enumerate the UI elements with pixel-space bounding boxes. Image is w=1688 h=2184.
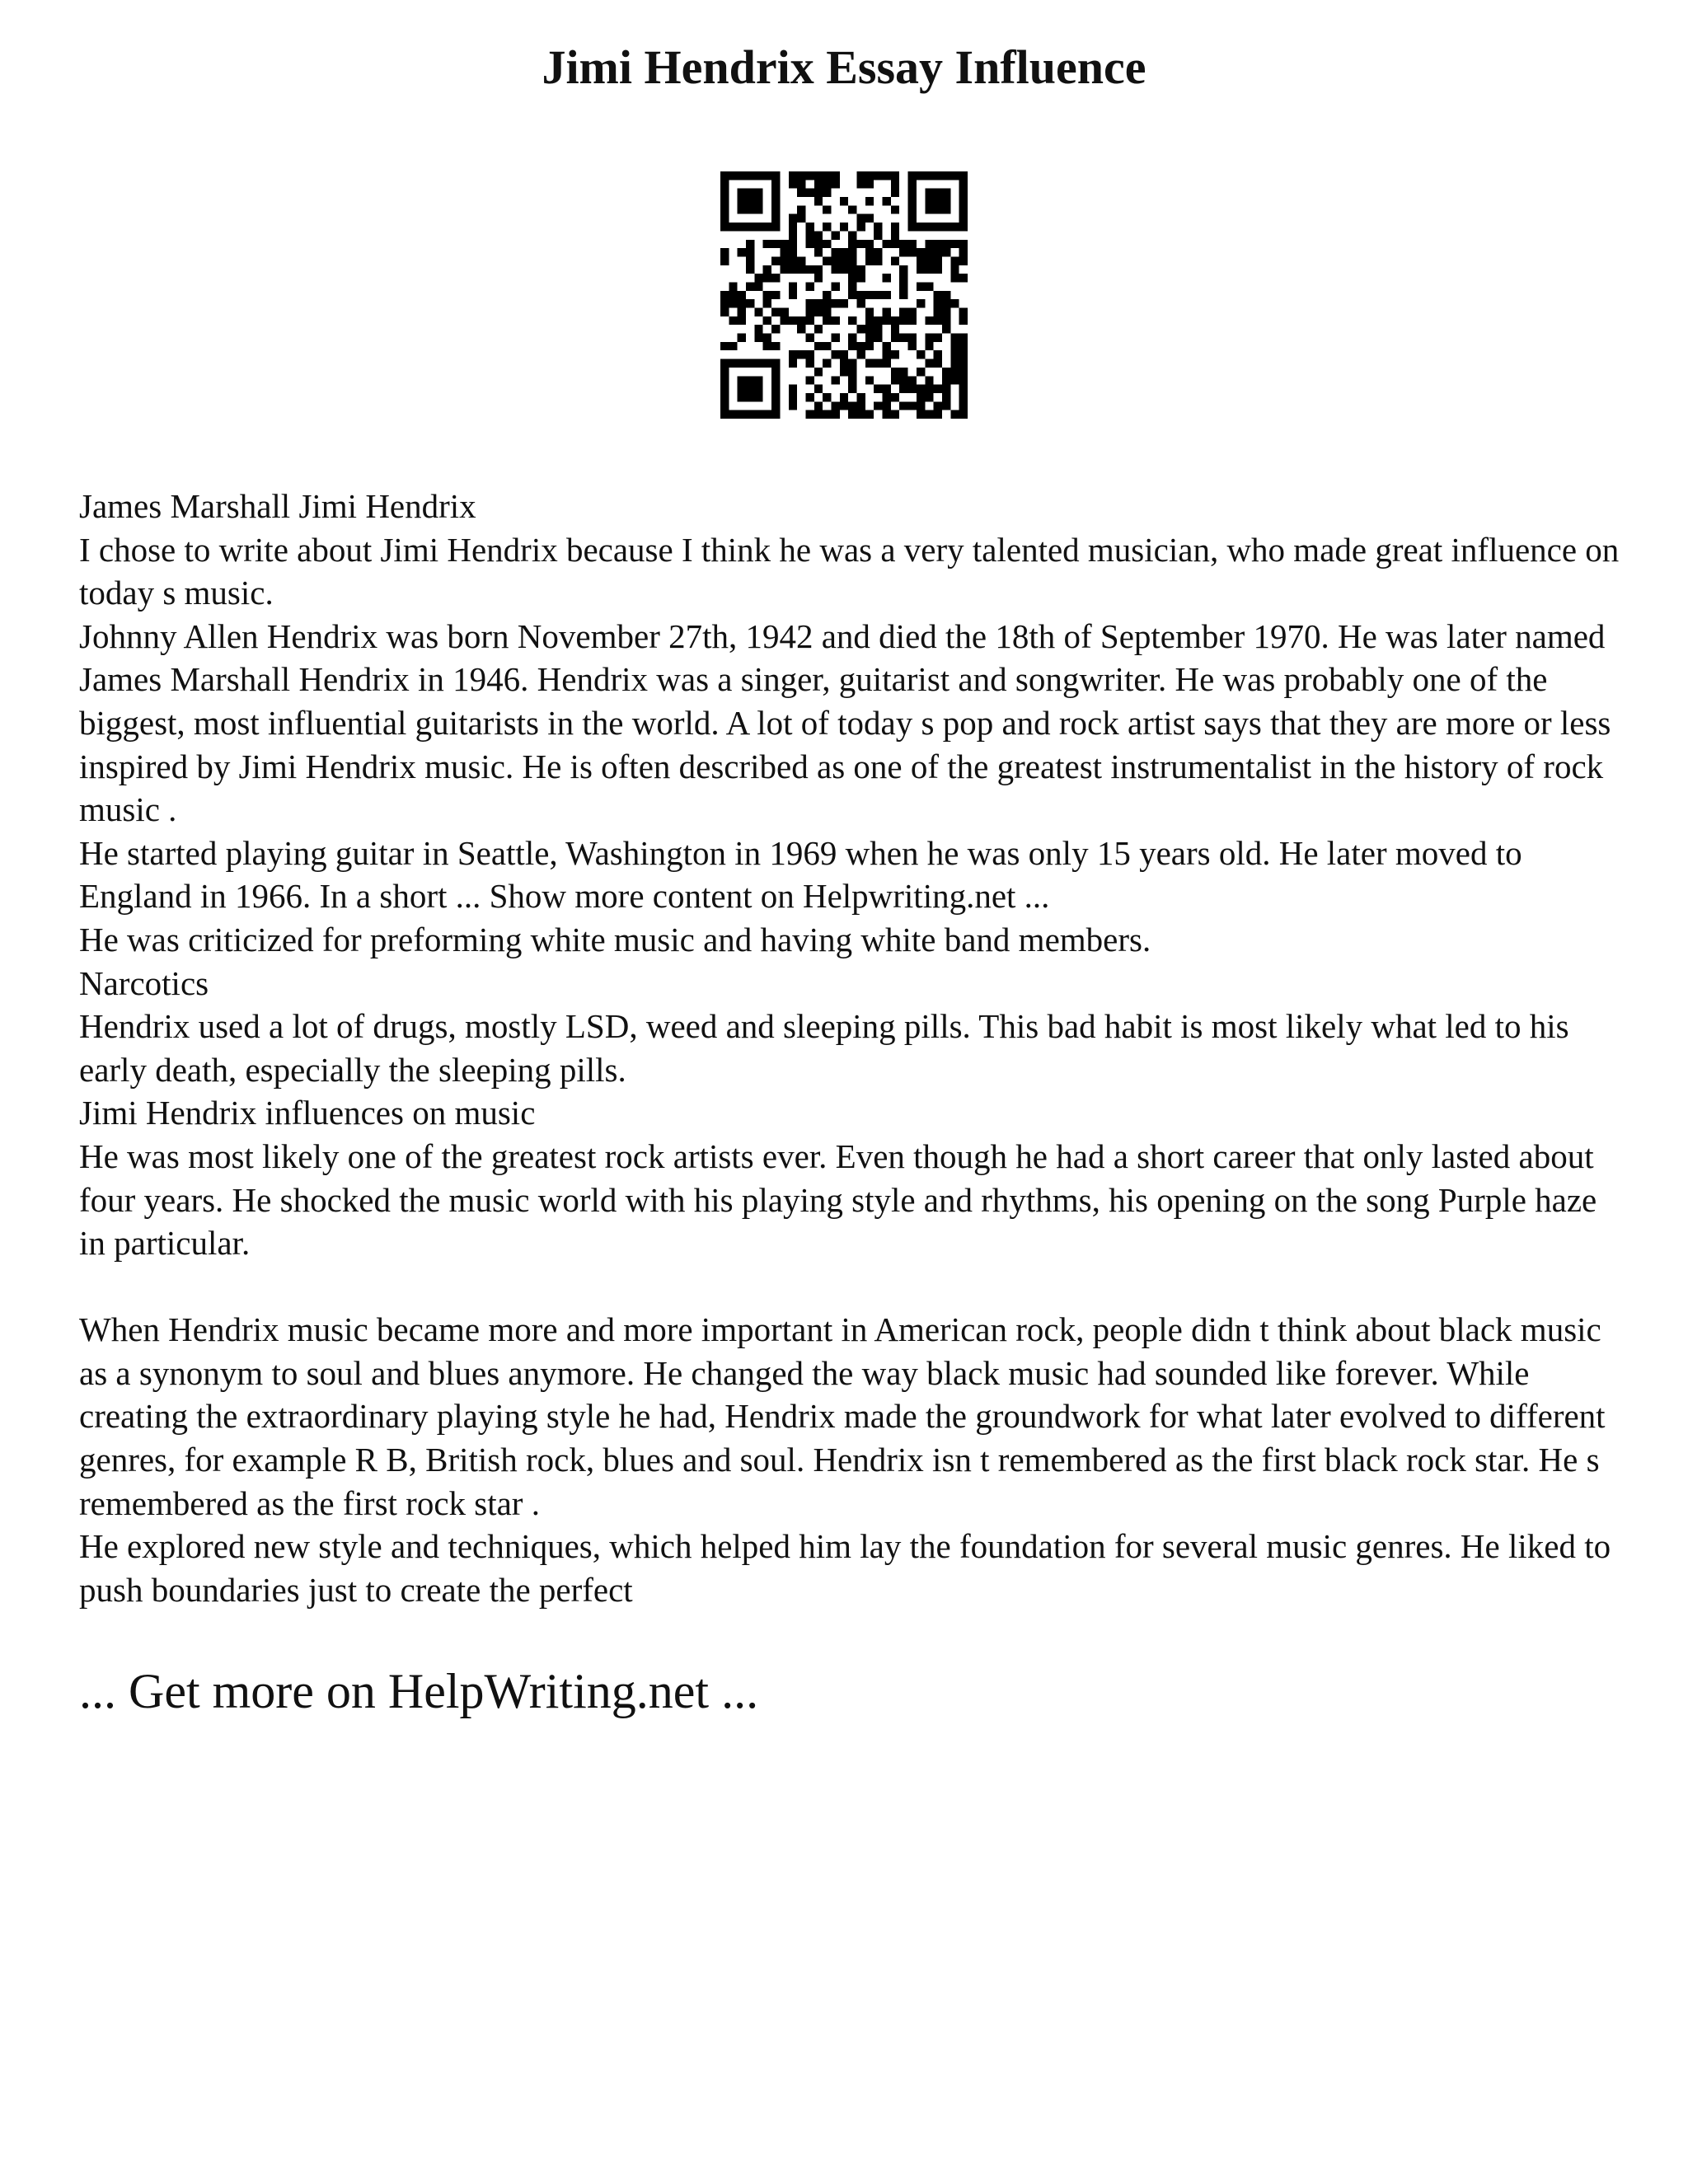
essay-paragraph-intro: I chose to write about Jimi Hendrix because I think he was a very talented musician, who made great influence on today s music. <box>79 530 1620 612</box>
essay-heading-influences: Jimi Hendrix influences on music <box>79 1094 536 1132</box>
get-more-link[interactable]: ... Get more on HelpWriting.net ... <box>79 1664 759 1718</box>
essay-paragraph-biography: Johnny Allen Hendrix was born November 27th, 1942 and died the 18th of September 1970. He was later named James Marshall Hendrix in 1946. Hendrix was a singer, guitarist and songwriter. He was probably one of the biggest, most influential guitarists in the world. A lot of today s pop and rock artist says that they are more or less inspired by Jimi Hendrix music. He is often described as one of the greatest instrumentalist in the history of rock music . <box>79 616 1611 829</box>
essay-paragraph-early-career: He started playing guitar in Seattle, Washington in 1969 when he was only 15 years old. He later moved to England in 1966. In a short ... Show more content on Helpwriting.net ... <box>79 833 1522 916</box>
essay-paragraph-american-rock: When Hendrix music became more and more important in American rock, people didn t think about black music as a synonym to soul and blues anymore. He changed the way black music had sounded like forever. While creating the extraordinary playing style he had, Hendrix made the groundwork for what later evolved to different genres, for example R B, British rock, blues and soul. Hendrix isn t remembered as the first black rock star. He s remembered as the first rock star . <box>79 1310 1606 1522</box>
essay-heading-narcotics: Narcotics <box>79 963 209 1002</box>
essay-body <box>79 485 1629 1611</box>
essay-paragraph-criticism: He was criticized for preforming white music and having white band members. <box>79 920 1151 958</box>
document-title: Jimi Hendrix Essay Influence <box>542 40 1146 94</box>
qr-code-icon <box>720 171 968 419</box>
essay-paragraph-techniques: He explored new style and techniques, which helped him lay the foundation for several music genres. He liked to push boundaries just to create the perfect <box>79 1527 1611 1609</box>
essay-heading-name: James Marshall Jimi Hendrix <box>79 487 476 525</box>
paragraph-spacer <box>79 1265 1629 1309</box>
essay-paragraph-drugs: Hendrix used a lot of drugs, mostly LSD, weed and sleeping pills. This bad habit is most likely what led to his early death, especially the sleeping pills. <box>79 1007 1569 1089</box>
essay-paragraph-greatest: He was most likely one of the greatest rock artists ever. Even though he had a short career that only lasted about four years. He shocked the music world with his playing style and rhythms, his opening on the song Purple haze in particular. <box>79 1137 1597 1263</box>
